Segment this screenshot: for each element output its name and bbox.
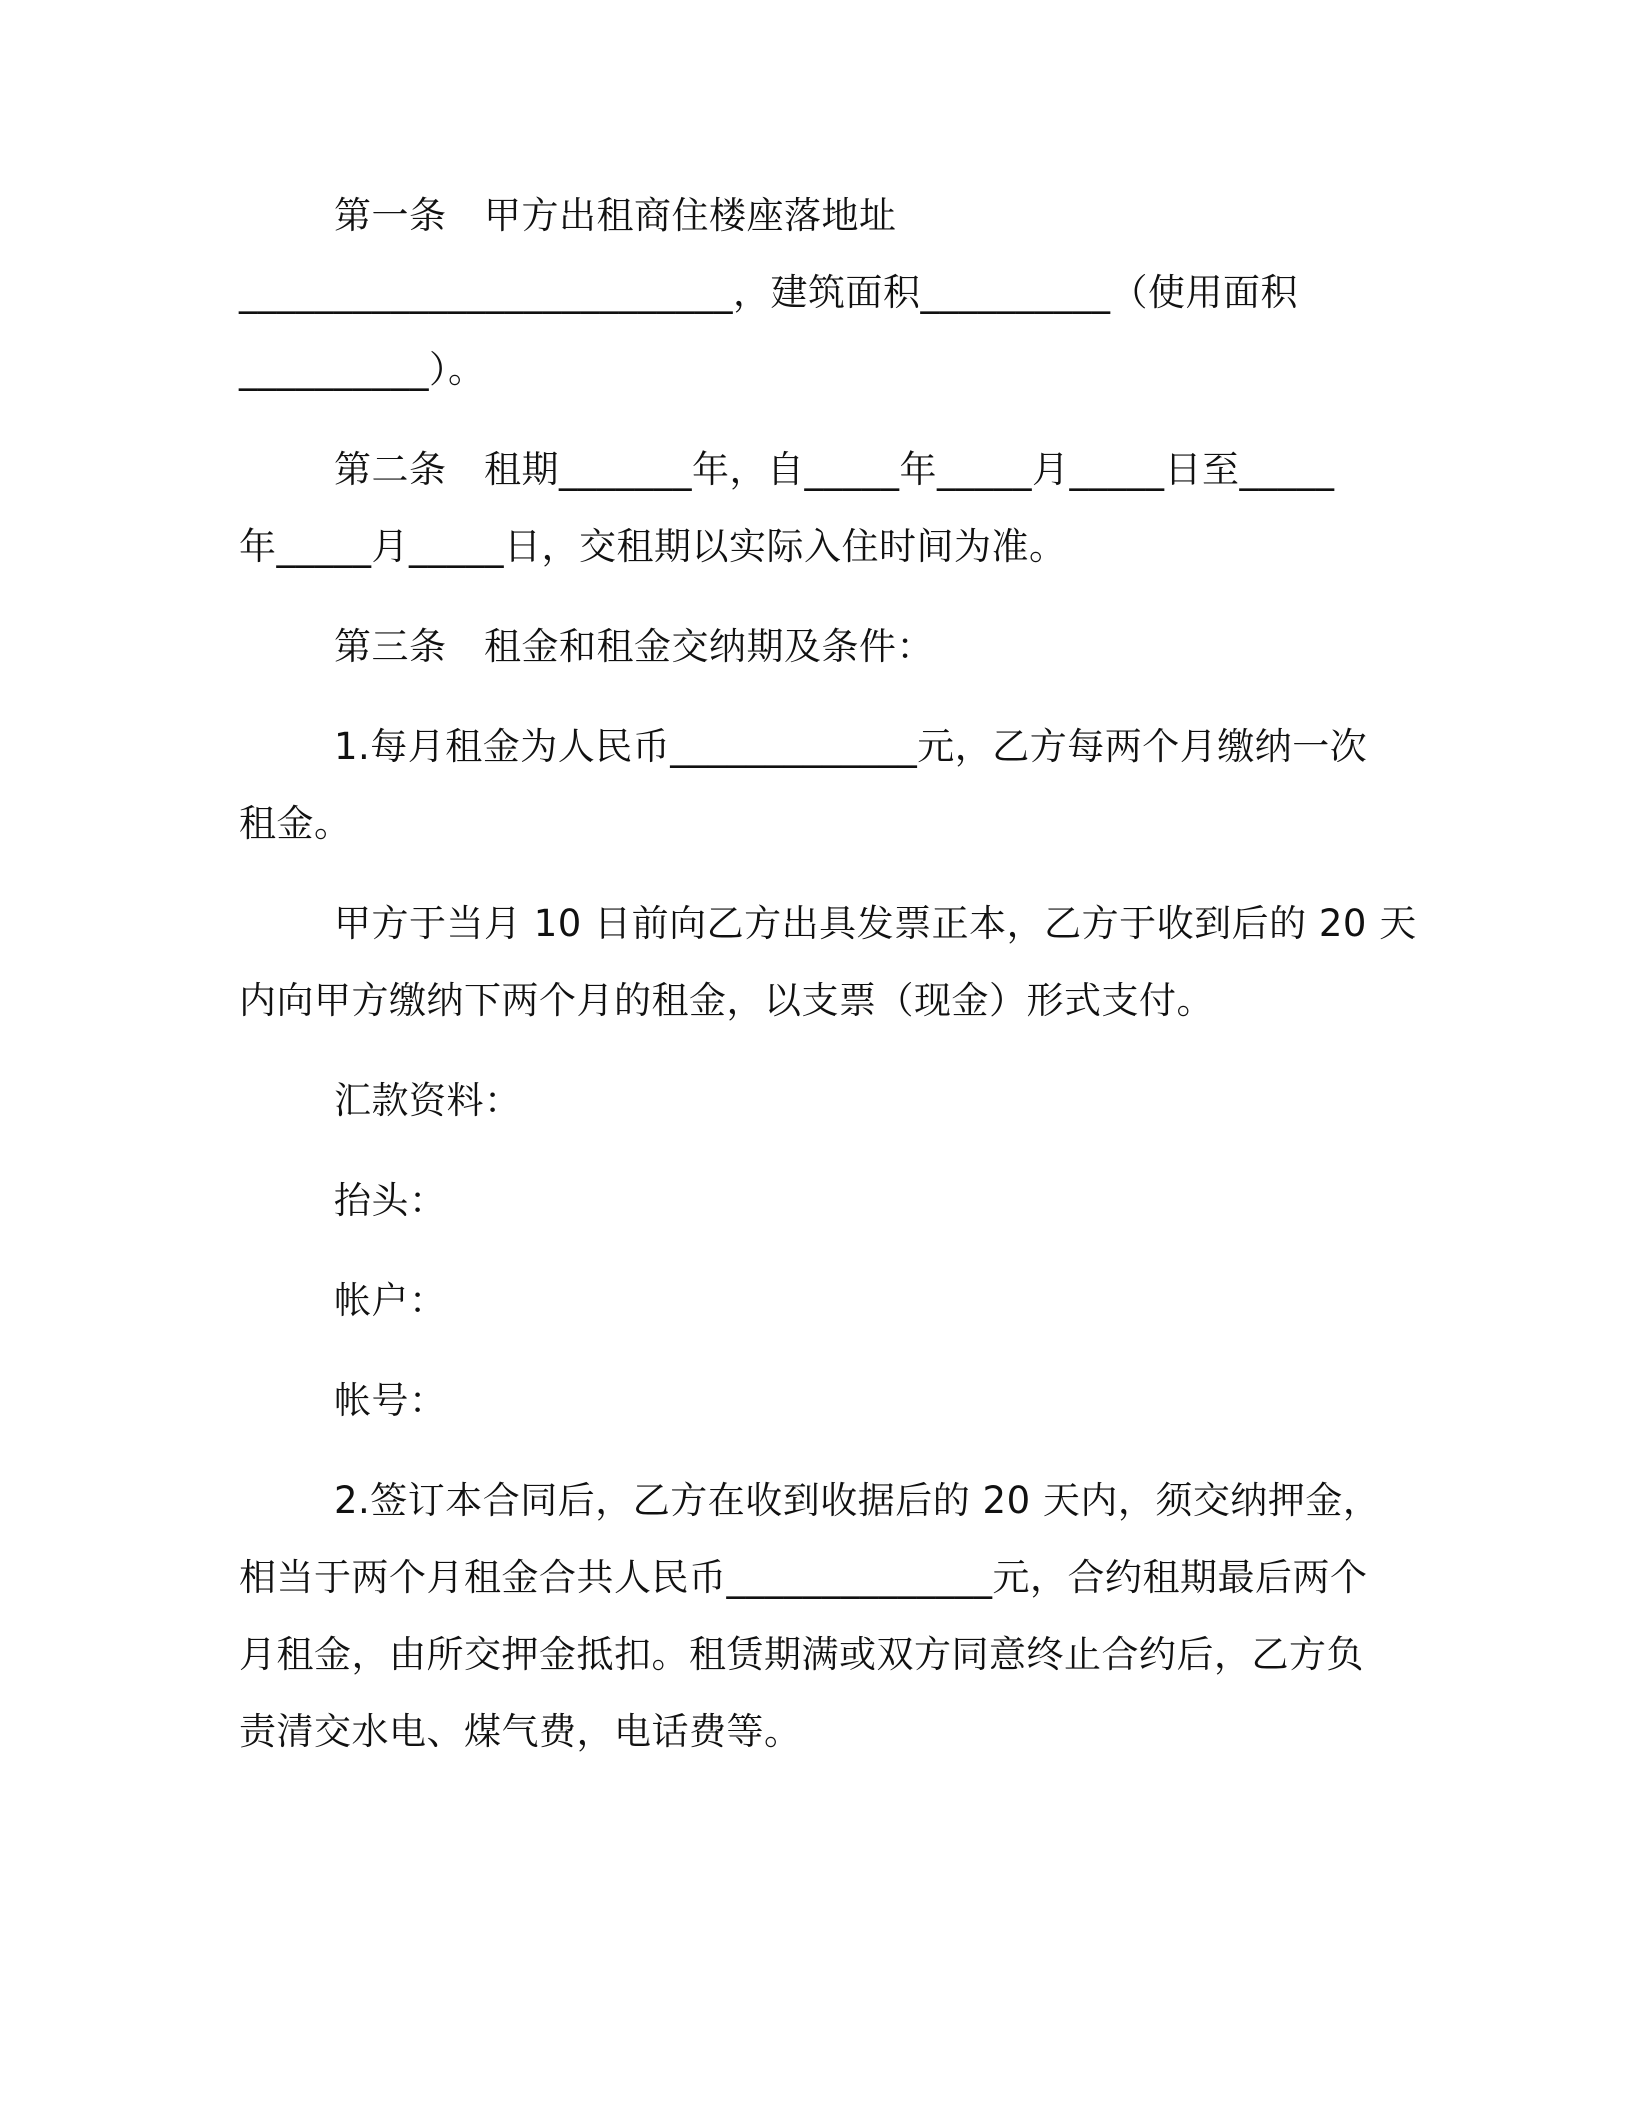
- article-3-item-2-line-2: 相当于两个月租金合共人民币______________元，合约租期最后两个: [239, 1556, 1368, 1599]
- article-3-item-1-line-2: 租金。: [239, 802, 352, 845]
- remittance-account-name-field: 帐户：: [334, 1279, 447, 1322]
- article-3-item-1-line-1: 1.每月租金为人民币_____________元，乙方每两个月缴纳一次: [334, 725, 1368, 768]
- invoice-clause-line-2: 内向甲方缴纳下两个月的租金，以支票（现金）形式支付。: [239, 979, 1214, 1022]
- remittance-account-number-field: 帐号：: [334, 1379, 447, 1422]
- article-3-item-2-line-4: 责清交水电、煤气费，电话费等。: [239, 1710, 802, 1753]
- article-3-heading: 第三条 租金和租金交纳期及条件：: [334, 625, 934, 668]
- article-1-heading: 第一条 甲方出租商住楼座落地址: [334, 194, 897, 237]
- article-1-address-line: __________________________，建筑面积__________（使用面积: [239, 271, 1298, 314]
- article-2-date-line: 年_____月_____日，交租期以实际入住时间为准。: [239, 525, 1067, 568]
- article-3-item-2-line-1: 2.签订本合同后，乙方在收到收据后的 20 天内，须交纳押金，: [334, 1479, 1381, 1522]
- article-2-term-line: 第二条 租期_______年，自_____年_____月_____日至_____: [334, 448, 1335, 491]
- remittance-title: 汇款资料：: [334, 1079, 522, 1122]
- invoice-clause-line-1: 甲方于当月 10 日前向乙方出具发票正本，乙方于收到后的 20 天: [334, 902, 1417, 945]
- article-3-item-2-line-3: 月租金，由所交押金抵扣。租赁期满或双方同意终止合约后，乙方负: [239, 1633, 1364, 1676]
- article-1-area-line: __________）。: [239, 348, 486, 391]
- remittance-header-field: 抬头：: [334, 1179, 447, 1222]
